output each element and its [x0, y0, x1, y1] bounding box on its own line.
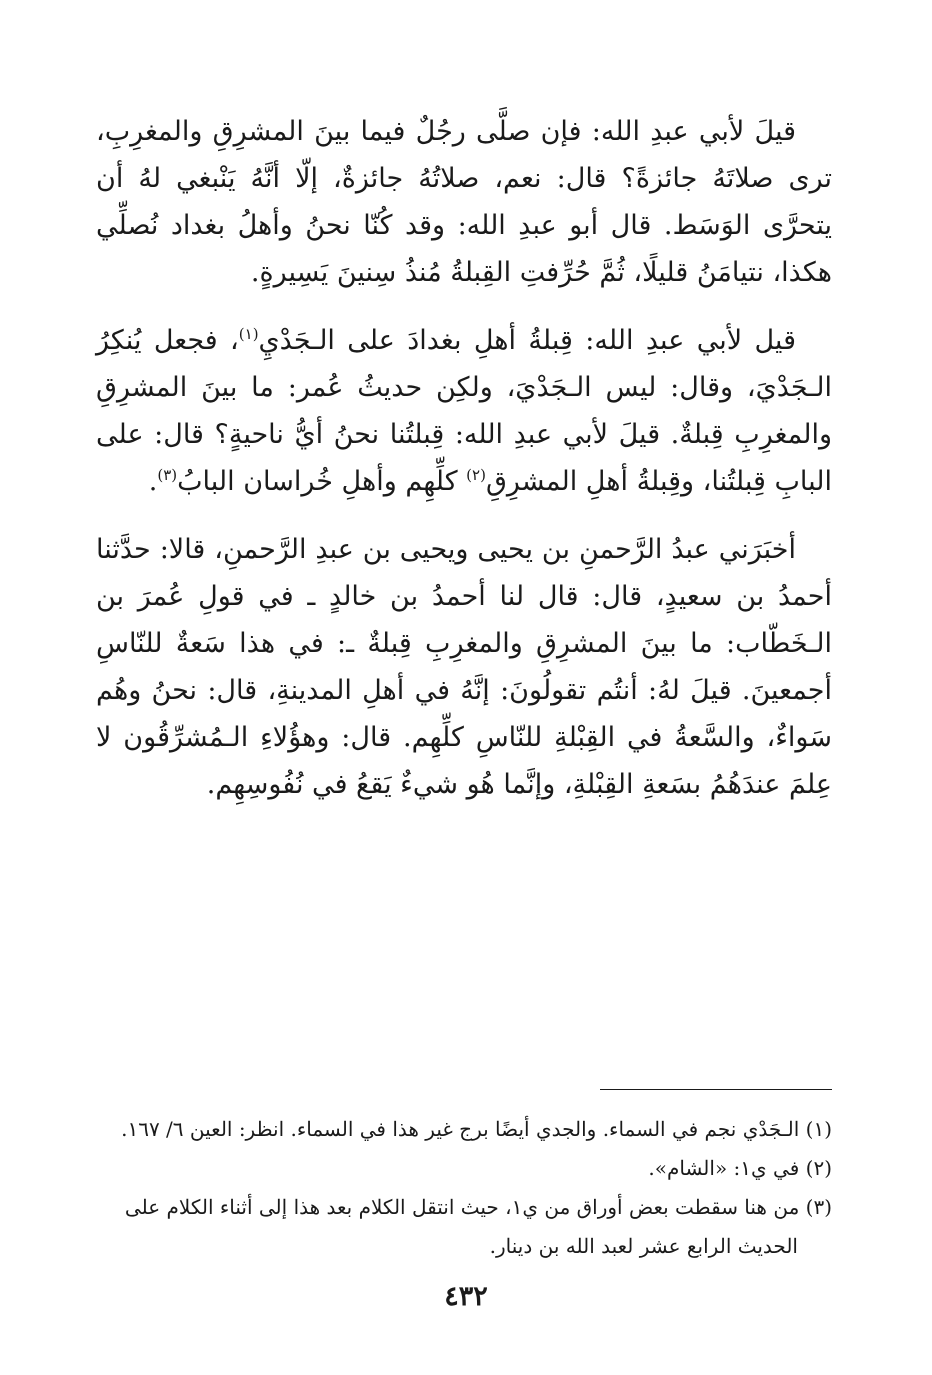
footnote-divider: [600, 1089, 832, 1090]
paragraph-2: [96, 317, 832, 505]
paragraph-3: أخبَرَني عبدُ الرَّحمنِ بن يحيى ويحيى بن عبدِ الرَّحمنِ، قالا: حدَّثنا أحمدُ بن سعيدٍ، قال: قال لنا أحمدُ بن خالدٍ ـ في قولِ عُمرَ بن الـخَطّاب: ما بينَ المشرِقِ والمغرِبِ قِبلةٌ ـ: في هذا سَعةٌ للنّاسِ أجمعينَ. قيلَ لهُ: أنتُم تقولُونَ: إنَّهُ في أهلِ المدينةِ، قال: نحنُ وهُم سَواءٌ، والسَّعةُ في القِبْلةِ للنّاسِ كلِّهِم. قال: وهؤُلاءِ الـمُشرِّقُون لا عِلمَ عندَهُمُ بسَعةِ القِبْلةِ، وإنَّما هُو شيءٌ يَقعُ في نُفُوسِهِم.: [96, 534, 832, 800]
paragraph-2-part-4: .: [148, 466, 158, 497]
footnote-3-continuation: الحديث الرابع عشر لعبد الله بن دينار.: [489, 1234, 798, 1258]
footnote-ref-1[interactable]: (١): [238, 325, 259, 343]
paragraph-2-part-1: قيل لأبي عبدِ الله: قِبلةُ أهلِ بغدادَ على الـجَدْيِ: [258, 325, 796, 356]
paragraph-2-part-2: ، فجعل يُنكِرُ الـجَدْيَ، وقال: ليس الـجَدْيَ، ولكِن حديثُ عُمر: ما بينَ المشرِقِ والمغرِبِ قِبلةٌ. قيلَ لأبي عبدِ الله: قِبلتُنا نحنُ أيُّ ناحيةٍ؟ قال: على البابِ قِبلتُنا، وقِبلةُ أهلِ المشرِقِ: [96, 325, 832, 497]
footnotes: [96, 1110, 832, 1266]
footnote-1: (١) الـجَدْي نجم في السماء. والجدي أيضًا برج غير هذا في السماء. انظر: العين ٦/ ١٦٧.: [121, 1117, 832, 1141]
main-text: [96, 108, 832, 808]
paragraph-1: قيلَ لأبي عبدِ الله: فإن صلَّى رجُلٌ فيما بينَ المشرِقِ والمغرِبِ، ترى صلاتَهُ جائزةً؟ قال: نعم، صلاتُهُ جائزةٌ، إلّا أنَّهُ يَنْبغي لهُ أن يتحرَّى الوَسَط. قال أبو عبدِ الله: وقد كُنّا نحنُ وأهلُ بغداد نُصلِّي هكذا، نتيامَنُ قليلًا، ثُمَّ حُرِّفتِ القِبلةُ مُنذُ سِنينَ يَسِيرةٍ.: [96, 116, 832, 288]
footnote-ref-2[interactable]: (٢): [466, 466, 486, 484]
footnote-2: (٢) في ي١: «الشام».: [648, 1156, 832, 1180]
page-number: ٤٣٢: [444, 1281, 488, 1312]
paragraph-2-part-3: كلِّهِم وأهلِ خُراسان البابُ: [177, 466, 467, 497]
footnote-3: (٣) من هنا سقطت بعض أوراق من ي١، حيث انتقل الكلام بعد هذا إلى أثناء الكلام على: [124, 1195, 832, 1219]
footnote-ref-3[interactable]: (٣): [157, 466, 178, 484]
